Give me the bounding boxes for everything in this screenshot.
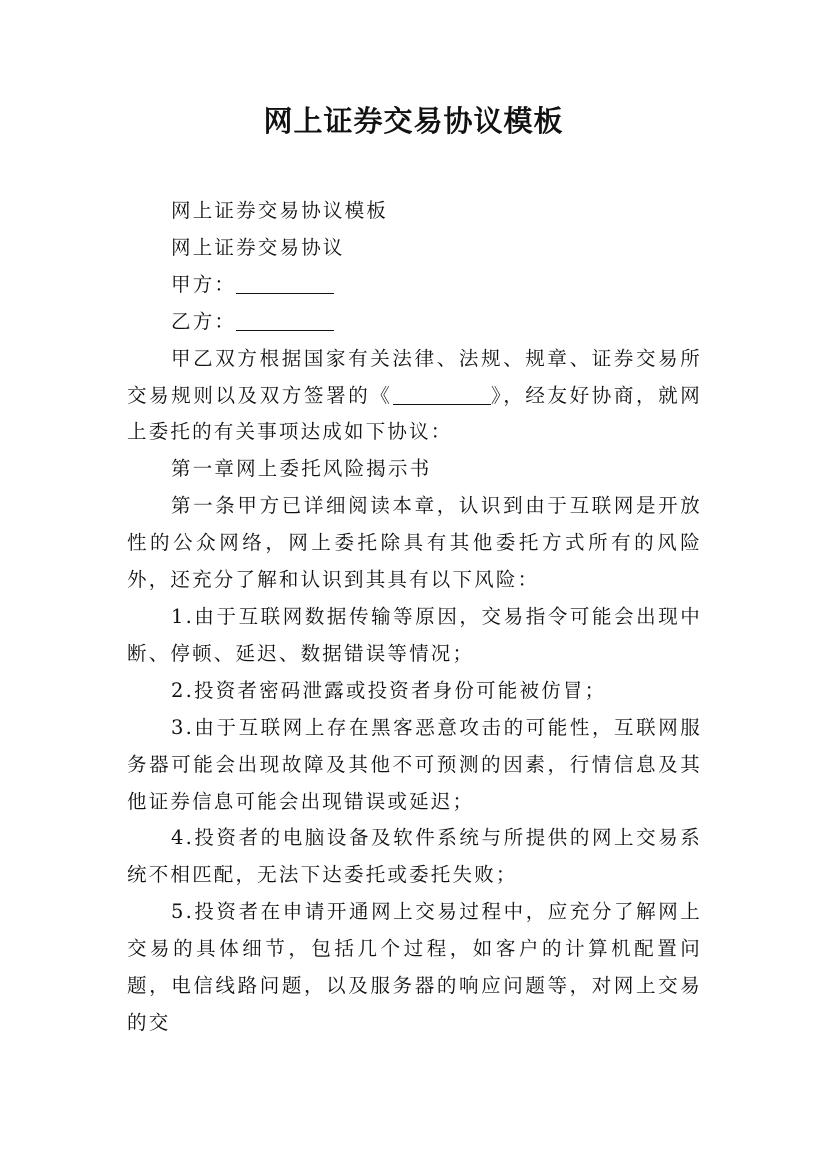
preamble-part-2: 》，经友好协商，就网上委托的有关事项达成如下协议： — [127, 383, 702, 444]
risk-item-4: 4.投资者的电脑设备及软件系统与所提供的网上交易系统不相匹配，无法下达委托或委托失败； — [127, 826, 702, 887]
party-b-blank — [236, 308, 334, 331]
risk-item-1: 1.由于互联网数据传输等原因，交易指令可能会出现中断、停顿、延迟、数据错误等情况； — [127, 604, 702, 665]
document-title: 网上证券交易协议模板 — [263, 104, 564, 138]
party-a-label: 甲方： — [171, 272, 237, 296]
risk-item-3: 3.由于互联网上存在黑客恶意攻击的可能性，互联网服务器可能会出现故障及其他不可预测的因素，行情信息及其他证券信息可能会出现错误或延迟； — [127, 715, 702, 813]
article-1: 第一条甲方已详细阅读本章，认识到由于互联网是开放性的公众网络，网上委托除具有其他委托方式所有的风险外，还充分了解和认识到其具有以下风险： — [127, 494, 702, 592]
paragraph-template-title: 网上证券交易协议模板 — [171, 199, 389, 222]
risk-item-2: 2.投资者密码泄露或投资者身份可能被仿冒； — [171, 678, 607, 702]
party-a-blank — [236, 271, 334, 294]
preamble-part-1: 甲乙双方根据国家有关法律、法规、规章、证券交易所交易规则以及双方签署的《 — [127, 346, 702, 407]
party-b-line — [127, 304, 702, 341]
risk-item-5: 5.投资者在申请开通网上交易过程中，应充分了解网上交易的具体细节，包括几个过程，如客户的计算机配置问题，电信线路问题，以及服务器的响应问题等，对网上交易的交 — [127, 900, 702, 1034]
document-body — [127, 193, 702, 1042]
paragraph-preamble — [127, 341, 702, 452]
agreement-name-blank — [393, 382, 491, 405]
party-b-label: 乙方： — [171, 309, 237, 333]
party-a-line — [127, 267, 702, 304]
paragraph-agreement-title: 网上证券交易协议 — [171, 235, 345, 259]
chapter-heading: 第一章网上委托风险揭示书 — [171, 457, 432, 481]
